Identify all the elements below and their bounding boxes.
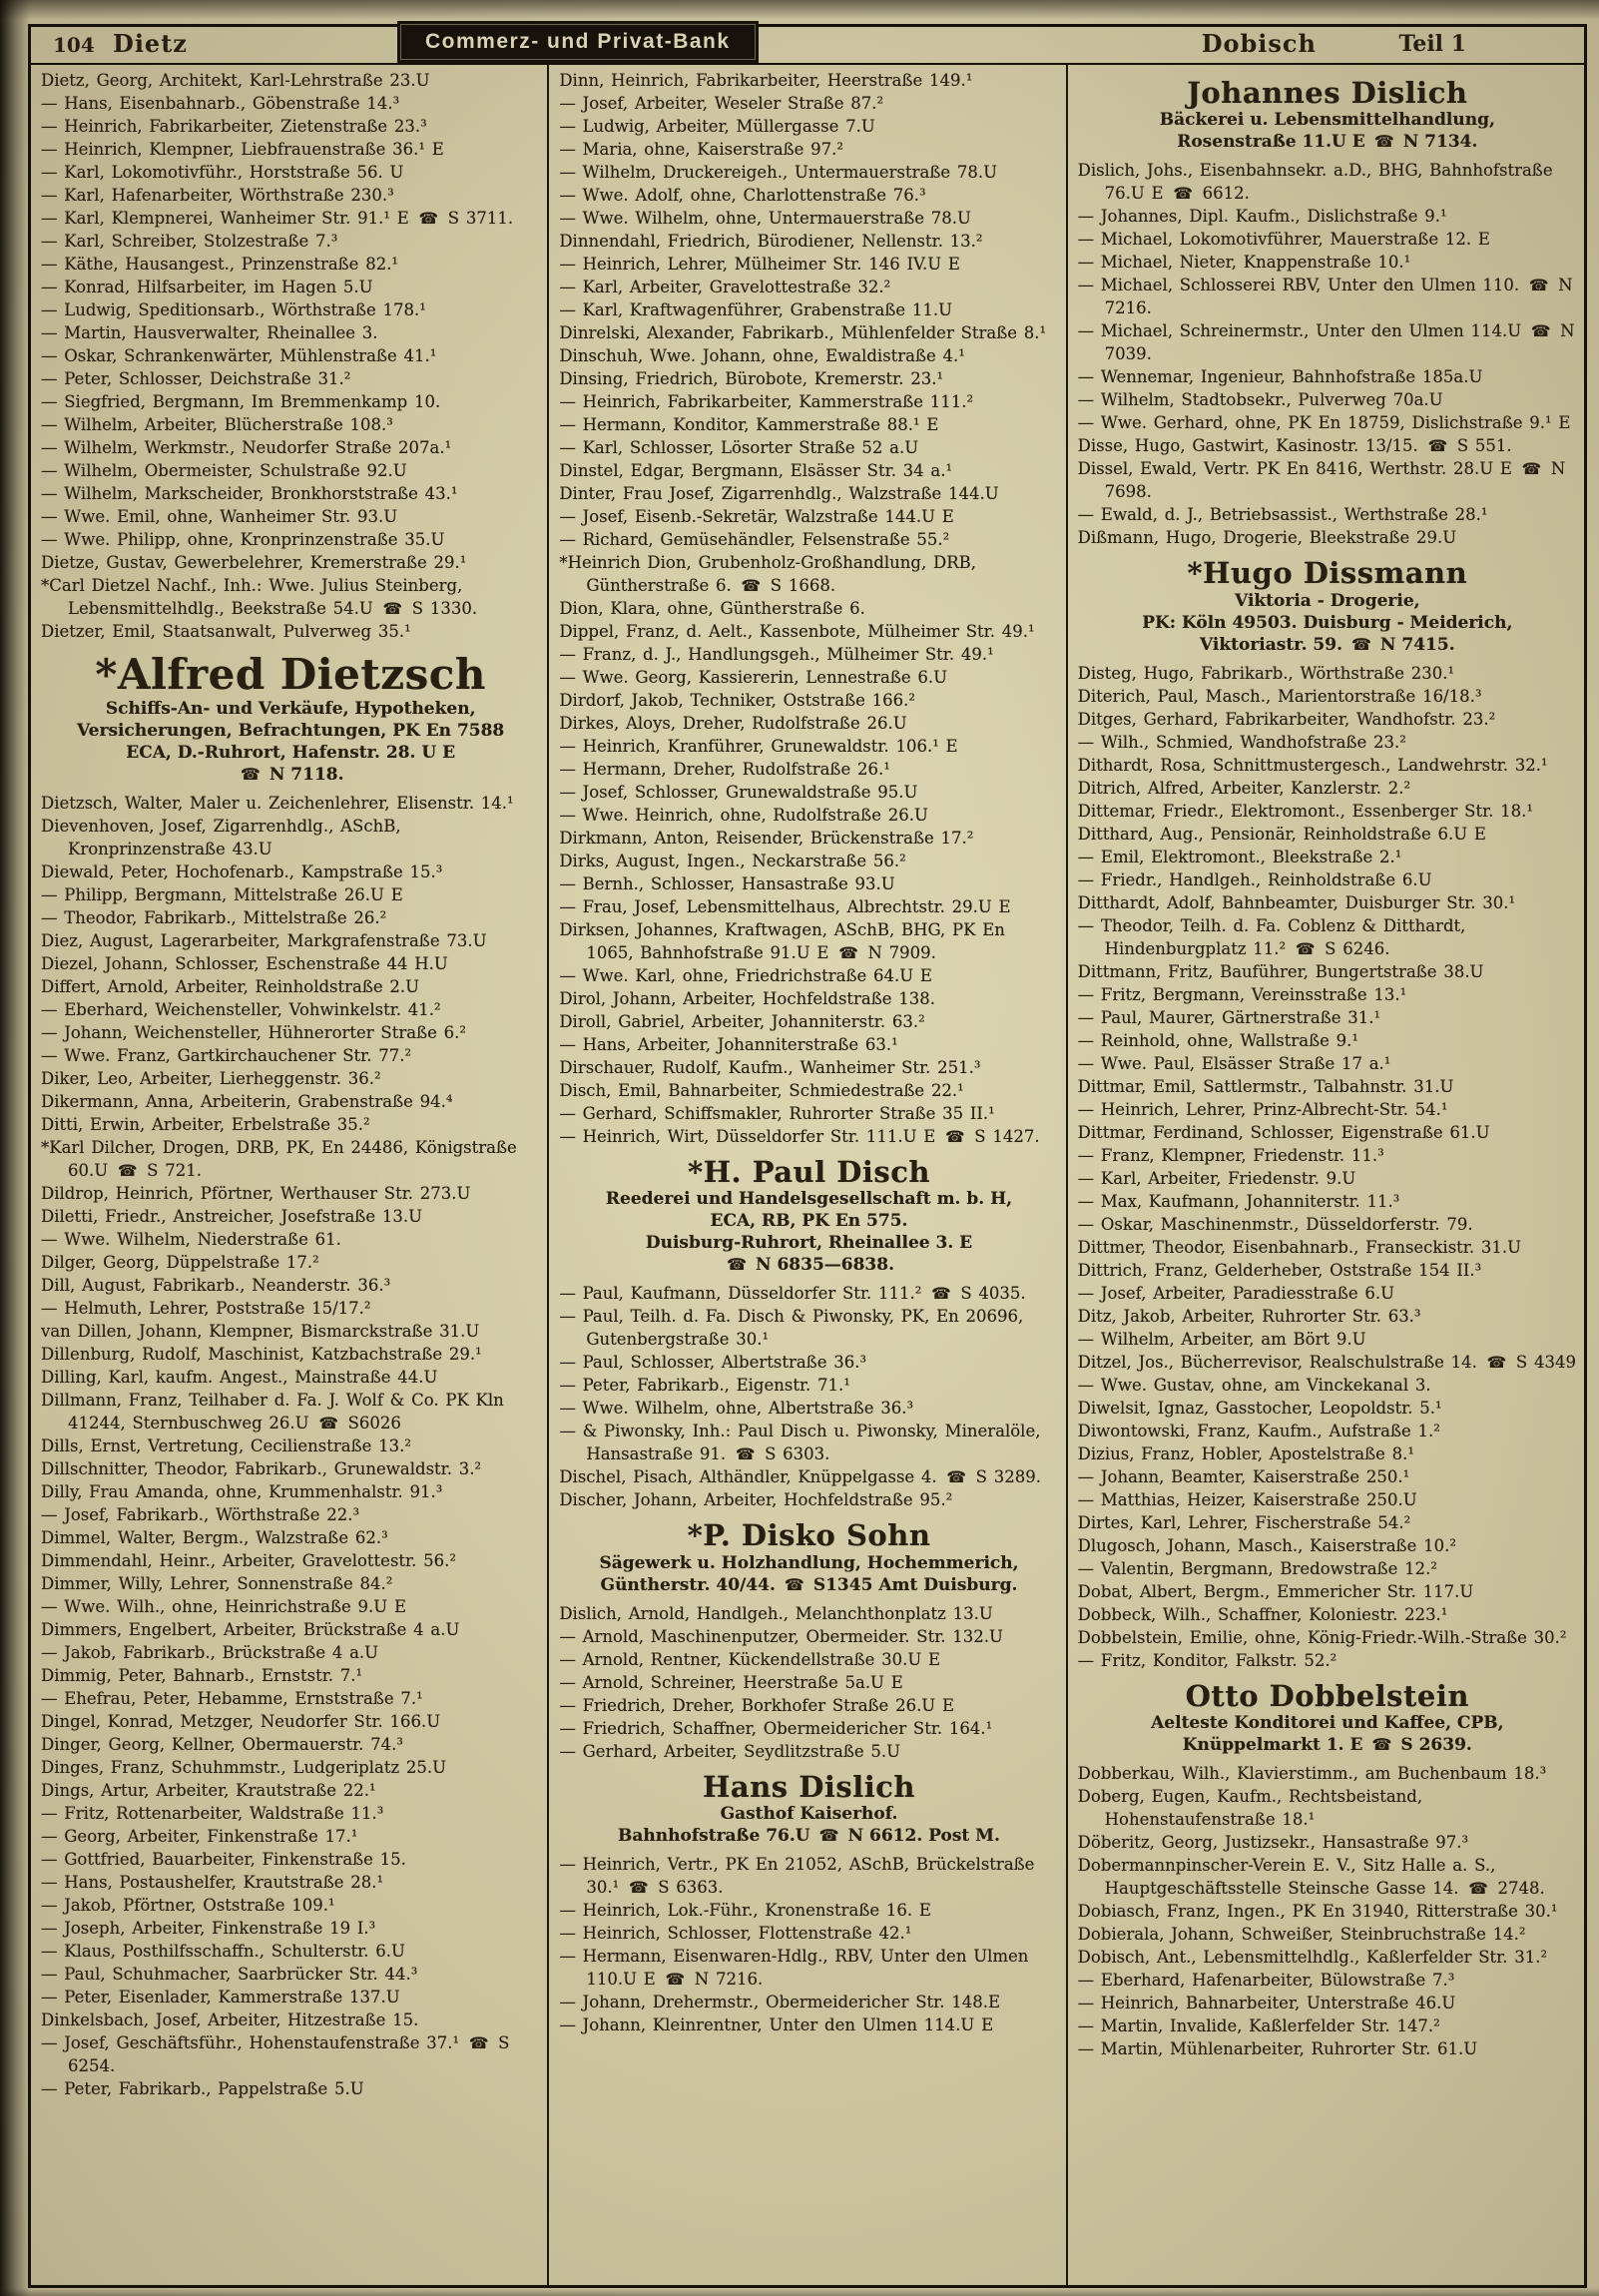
directory-entry: — Wwe. Paul, Elsässer Straße 17 a.¹ <box>1077 1053 1391 1073</box>
business-ad-line: Viktoriastr. 59. ☎ N 7415. <box>1200 634 1455 655</box>
directory-entry: Ditthard, Aug., Pensionär, Reinholdstraße 6.U E <box>1077 824 1486 844</box>
directory-entry: Dikermann, Anna, Arbeiterin, Grabenstraße 94.⁴ <box>41 1092 453 1112</box>
directory-entry: — Theodor, Teilh. d. Fa. Coblenz & Ditthardt, Hindenburgplatz 11.² ☎ S 6246. <box>1077 915 1466 958</box>
phone-icon: ☎ <box>1528 276 1549 295</box>
directory-entry: — Georg, Arbeiter, Finkenstraße 17.¹ <box>41 1827 358 1847</box>
business-ad-line: Bahnhofstraße 76.U ☎ N 6612. Post M. <box>618 1826 1000 1847</box>
phone-icon: ☎ <box>1350 634 1372 654</box>
directory-entry: — Josef, Schlosser, Grunewaldstraße 95.U <box>559 783 918 802</box>
directory-entry: Dillenburg, Rudolf, Maschinist, Katzbachstraße 29.¹ <box>41 1345 482 1365</box>
directory-entry: — Friedr., Handlgeh., Reinholdstraße 6.U <box>1077 869 1432 889</box>
directory-entry: Disch, Emil, Bahnarbeiter, Schmiedestraße 22.¹ <box>559 1081 964 1100</box>
directory-entry: — Friedrich, Dreher, Borkhofer Straße 26.U E <box>559 1695 955 1715</box>
directory-entry: — Johann, Weichensteller, Hühnerorter Straße 6.² <box>41 1023 466 1043</box>
directory-entry: — Karl, Hafenarbeiter, Wörthstraße 230.³ <box>41 186 394 205</box>
directory-entry: — Jakob, Pförtner, Oststraße 109.¹ <box>41 1896 335 1916</box>
directory-entry: — Oskar, Maschinenmstr., Düsseldorferstr. 79. <box>1077 1214 1473 1234</box>
phone-icon: ☎ <box>468 2033 489 2053</box>
business-ad-line: Gasthof Kaiserhof. <box>720 1804 898 1825</box>
directory-entry: — Heinrich, Fabrikarbeiter, Zietenstraße 23.³ <box>41 117 427 136</box>
directory-entry: Dings, Artur, Arbeiter, Krautstraße 22.¹ <box>41 1781 376 1801</box>
directory-entry: — Hermann, Dreher, Rudolfstraße 26.¹ <box>559 760 890 779</box>
directory-entry: — Heinrich, Wirt, Düsseldorfer Str. 111.U E ☎ S 1427. <box>559 1127 1040 1146</box>
directory-entry: — Wilhelm, Arbeiter, am Bört 9.U <box>1077 1329 1366 1349</box>
phone-icon: ☎ <box>726 1255 748 1275</box>
directory-entry: — Reinhold, ohne, Wallstraße 9.¹ <box>1077 1030 1358 1050</box>
business-ad-line: Aelteste Konditorei und Kaffee, CPB, <box>1151 1713 1504 1734</box>
business-ad-line: ☎ N 6835—6838. <box>726 1255 895 1276</box>
directory-entry: — Franz, Klempner, Friedenstr. 11.³ <box>1077 1145 1384 1165</box>
phone-icon: ☎ <box>1295 938 1316 958</box>
directory-entry: Dimmers, Engelbert, Arbeiter, Brückstraße 4 a.U <box>41 1620 460 1640</box>
directory-entry: Ditz, Jakob, Arbeiter, Ruhrorter Str. 63.³ <box>1077 1306 1421 1326</box>
part-label: Teil 1 <box>1398 31 1466 57</box>
directory-entry: Dittemar, Friedr., Elektromont., Essenberger Str. 18.¹ <box>1077 801 1533 821</box>
directory-entry: — Karl, Arbeiter, Gravelottestraße 32.² <box>559 278 891 296</box>
directory-entry: — Josef, Eisenb.-Sekretär, Walzstraße 144.U E <box>559 507 954 526</box>
directory-entry: Dobbelstein, Emilie, ohne, König-Friedr.-Wilh.-Straße 30.² <box>1077 1627 1567 1647</box>
directory-entry: — Frau, Josef, Lebensmittelhaus, Albrechtstr. 29.U E <box>559 897 1011 916</box>
directory-entry: — Arnold, Rentner, Kückendellstraße 30.U E <box>559 1649 941 1669</box>
directory-entry: Dinger, Georg, Kellner, Obermauerstr. 74.³ <box>41 1735 404 1755</box>
directory-entry: — Hans, Eisenbahnarb., Göbenstraße 14.³ <box>41 94 400 113</box>
directory-entry: — Karl, Schreiber, Stolzestraße 7.³ <box>41 232 338 251</box>
directory-entry: — Karl, Lokomotivführ., Horststraße 56. U <box>41 163 404 182</box>
directory-entry: — Wwe. Gustav, ohne, am Vinckekanal 3. <box>1077 1375 1431 1395</box>
directory-entry: van Dillen, Johann, Klempner, Bismarckstraße 31.U <box>41 1322 480 1342</box>
directory-entry: Dirkes, Aloys, Dreher, Rudolfstraße 26.U <box>559 714 907 733</box>
directory-entry: Dischel, Pisach, Althändler, Knüppelgasse 4. ☎ S 3289. <box>559 1467 1041 1487</box>
directory-entry: Dingel, Konrad, Metzger, Neudorfer Str. 166.U <box>41 1712 441 1732</box>
directory-entry: — Ludwig, Arbeiter, Müllergasse 7.U <box>559 117 875 136</box>
directory-entry: — Heinrich, Kranführer, Grunewaldstr. 106.¹ E <box>559 737 958 756</box>
directory-entry: — Wilhelm, Obermeister, Schulstraße 92.U <box>41 461 407 480</box>
business-ad-title: Hans Dislich <box>703 1769 915 1804</box>
directory-entry: Dimmer, Willy, Lehrer, Sonnenstraße 84.² <box>41 1574 393 1594</box>
directory-column-3 <box>1066 65 1584 2285</box>
directory-entry: — Hermann, Konditor, Kammerstraße 88.¹ E <box>559 415 939 434</box>
directory-entry: — Käthe, Hausangest., Prinzenstraße 82.¹ <box>41 255 399 274</box>
directory-entry: — Wilhelm, Stadtobsekr., Pulverweg 70a.U <box>1077 390 1443 410</box>
directory-entry: Döberitz, Georg, Justizsekr., Hansastraße 97.³ <box>1077 1833 1469 1853</box>
directory-entry: — Wilh., Schmied, Wandhofstraße 23.² <box>1077 732 1406 752</box>
directory-entry: — Wwe. Philipp, ohne, Kronprinzenstraße 35.U <box>41 530 445 549</box>
directory-entry: Doberg, Eugen, Kaufm., Rechtsbeistand, Hohenstaufenstraße 18.¹ <box>1077 1787 1423 1830</box>
directory-entry: Dippel, Franz, d. Aelt., Kassenbote, Mülheimer Str. 49.¹ <box>559 622 1035 641</box>
directory-entry: Dietzer, Emil, Staatsanwalt, Pulverweg 35.¹ <box>41 622 411 641</box>
directory-entry: — Eberhard, Weichensteller, Vohwinkelstr. 41.² <box>41 1000 441 1020</box>
directory-entry: — Wwe. Adolf, ohne, Charlottenstraße 76.³ <box>559 186 926 205</box>
directory-entry: Disse, Hugo, Gastwirt, Kasinostr. 13/15. ☎ S 551. <box>1077 436 1512 456</box>
directory-entry: Diletti, Friedr., Anstreicher, Josefstraße 13.U <box>41 1207 422 1227</box>
business-ad-line: Bäckerei u. Lebensmittelhandlung, <box>1159 110 1495 131</box>
phone-icon: ☎ <box>1373 132 1394 152</box>
directory-entry: Dithardt, Rosa, Schnittmustergesch., Landwehrstr. 32.¹ <box>1077 755 1548 775</box>
directory-entry: Dinkelsbach, Josef, Arbeiter, Hitzestraße 15. <box>41 2010 419 2030</box>
directory-entry: — Matthias, Heizer, Kaiserstraße 250.U <box>1077 1489 1417 1509</box>
directory-entry: — Klaus, Posthilfsschaffn., Schulterstr. 6.U <box>41 1942 405 1962</box>
directory-entry: — Heinrich, Lehrer, Prinz-Albrecht-Str. 54.¹ <box>1077 1099 1448 1119</box>
directory-entry: Dittmann, Fritz, Bauführer, Bungertstraße 38.U <box>1077 961 1484 981</box>
scan-edge-shadow-top <box>0 0 1599 20</box>
directory-entry: Disteg, Hugo, Fabrikarb., Wörthstraße 230.¹ <box>1077 663 1455 683</box>
directory-entry: — Michael, Schreinermstr., Unter den Ulmen 114.U ☎ N 7039. <box>1077 321 1575 364</box>
business-ad <box>561 1771 1056 1847</box>
directory-entry: — Gerhard, Schiffsmakler, Ruhrorter Straße 35 II.¹ <box>559 1104 995 1123</box>
phone-icon: ☎ <box>1486 1352 1507 1372</box>
scan-edge-shadow-left <box>0 0 30 2296</box>
business-ad-line: Duisburg-Ruhrort, Rheinallee 3. E <box>645 1233 973 1254</box>
directory-entry: *Heinrich Dion, Grubenholz-Großhandlung, DRB, Güntherstraße 6. ☎ S 1668. <box>559 553 977 595</box>
directory-entry: Dirschauer, Rudolf, Kaufm., Wanheimer Str. 251.³ <box>559 1058 981 1077</box>
directory-entry: — Karl, Arbeiter, Friedenstr. 9.U <box>1077 1168 1356 1188</box>
business-ad <box>1080 557 1575 655</box>
directory-entry: — Paul, Schuhmacher, Saarbrücker Str. 44.³ <box>41 1965 418 1985</box>
directory-entry: — Theodor, Fabrikarb., Mittelstraße 26.² <box>41 908 387 928</box>
directory-entry: Dinter, Frau Josef, Zigarrenhdlg., Walzstraße 144.U <box>559 484 999 503</box>
directory-entry: Dievenhoven, Josef, Zigarrenhdlg., ASchB, Kronprinzenstraße 43.U <box>41 817 401 860</box>
phone-icon: ☎ <box>117 1161 138 1181</box>
directory-entry: — Peter, Schlosser, Deichstraße 31.² <box>41 369 351 388</box>
page-frame <box>28 24 1587 2288</box>
phone-icon: ☎ <box>1371 1735 1392 1755</box>
phone-icon: ☎ <box>946 1467 966 1487</box>
business-ad-line: ECA, D.-Ruhrort, Hafenstr. 28. U E <box>126 743 456 764</box>
bank-banner <box>400 24 756 60</box>
directory-entry: Dirksen, Johannes, Kraftwagen, ASchB, BHG, PK En 1065, Bahnhofstraße 91.U E ☎ N 7909. <box>559 920 1005 962</box>
directory-entry: Dlugosch, Johann, Masch., Kaiserstraße 10.² <box>1077 1535 1456 1555</box>
directory-entry: Dietzsch, Walter, Maler u. Zeichenlehrer, Elisenstr. 14.¹ <box>41 794 514 814</box>
directory-entry: Dirol, Johann, Arbeiter, Hochfeldstraße 138. <box>559 989 936 1008</box>
directory-entry: Dildrop, Heinrich, Pförtner, Werthauser Str. 273.U <box>41 1184 471 1204</box>
directory-entry: — Wwe. Wilhelm, Niederstraße 61. <box>41 1230 341 1250</box>
directory-entry: Ditzel, Jos., Bücherrevisor, Realschulstraße 14. ☎ S 4349 <box>1077 1352 1576 1372</box>
phone-icon: ☎ <box>1173 184 1193 204</box>
directory-entry: *Karl Dilcher, Drogen, DRB, PK, En 24486, Königstraße 60.U ☎ S 721. <box>41 1138 517 1181</box>
business-ad-line: Güntherstr. 40/44. ☎ S1345 Amt Duisburg. <box>600 1574 1018 1595</box>
directory-entry: Dissel, Ewald, Vertr. PK En 8416, Werthstr. 28.U E ☎ N 7698. <box>1077 459 1566 502</box>
directory-entry: Discher, Johann, Arbeiter, Hochfeldstraße 95.² <box>559 1490 953 1510</box>
directory-entry: — Peter, Fabrikarb., Eigenstr. 71.¹ <box>559 1376 850 1396</box>
directory-entry: — Richard, Gemüsehändler, Felsenstraße 55.² <box>559 530 950 549</box>
directory-entry: — Wilhelm, Markscheider, Bronkhorststraße 43.¹ <box>41 484 458 503</box>
directory-entry: Dislich, Arnold, Handlgeh., Melanchthonplatz 13.U <box>559 1603 993 1623</box>
phone-icon: ☎ <box>1468 1879 1488 1899</box>
directory-columns <box>31 65 1584 2285</box>
bank-banner-text: Commerz- und Privat-Bank <box>425 30 731 53</box>
directory-entry: — Wwe. Georg, Kassiererin, Lennestraße 6.U <box>559 668 948 687</box>
directory-entry: Dillmann, Franz, Teilhaber d. Fa. J. Wolf & Co. PK Kln 41244, Sternbuschweg 26.U ☎ S6026 <box>41 1391 504 1434</box>
directory-entry: — Helmuth, Lehrer, Poststraße 15/17.² <box>41 1299 371 1319</box>
directory-entry: Dinrelski, Alexander, Fabrikarb., Mühlenfelder Straße 8.¹ <box>559 323 1047 342</box>
business-ad-line: Schiffs-An- und Verkäufe, Hypotheken, <box>105 699 476 720</box>
directory-entry: — Wwe. Heinrich, ohne, Rudolfstraße 26.U <box>559 806 928 825</box>
directory-entry: — Fritz, Rottenarbeiter, Waldstraße 11.³ <box>41 1804 384 1824</box>
directory-entry: Dilling, Karl, kaufm. Angest., Mainstraße 44.U <box>41 1368 438 1388</box>
directory-entry: Dinsing, Friedrich, Bürobote, Kremerstr. 23.¹ <box>559 369 944 388</box>
directory-entry: Dinn, Heinrich, Fabrikarbeiter, Heerstraße 149.¹ <box>559 71 973 90</box>
directory-column-2 <box>547 65 1065 2285</box>
scan-edge-shadow-bottom <box>0 2288 1599 2296</box>
directory-entry: — Philipp, Bergmann, Mittelstraße 26.U E <box>41 885 403 905</box>
directory-entry: — Michael, Lokomotivführer, Mauerstraße 12. E <box>1077 230 1490 250</box>
phone-icon: ☎ <box>784 1574 804 1594</box>
directory-entry: — Fritz, Bergmann, Vereinsstraße 13.¹ <box>1077 984 1407 1004</box>
directory-entry: Dilly, Frau Amanda, ohne, Krummenhalstr. 91.³ <box>41 1482 443 1502</box>
directory-entry: — Karl, Kraftwagenführer, Grabenstraße 11.U <box>559 300 953 319</box>
phone-icon: ☎ <box>318 1414 338 1434</box>
directory-entry: — Siegfried, Bergmann, Im Bremmenkamp 10. <box>41 392 441 411</box>
directory-entry: — Emil, Elektromont., Bleekstraße 2.¹ <box>1077 847 1402 866</box>
directory-entry: Dimmel, Walter, Bergm., Walzstraße 62.³ <box>41 1528 388 1548</box>
directory-entry: — Ehefrau, Peter, Hebamme, Ernststraße 7.¹ <box>41 1689 423 1709</box>
directory-entry: — Arnold, Schreiner, Heerstraße 5a.U E <box>559 1672 903 1692</box>
directory-entry: Dietz, Georg, Architekt, Karl-Lehrstraße 23.U <box>41 71 430 90</box>
directory-entry: — Martin, Hausverwalter, Rheinallee 3. <box>41 323 378 342</box>
directory-entry: — Heinrich, Schlosser, Flottenstraße 42.¹ <box>559 1924 912 1944</box>
directory-entry: — Wwe. Emil, ohne, Wanheimer Str. 93.U <box>41 507 398 526</box>
directory-entry: Ditges, Gerhard, Fabrikarbeiter, Wandhofstr. 23.² <box>1077 709 1496 729</box>
directory-entry: — Wilhelm, Werkmstr., Neudorfer Straße 207a.¹ <box>41 438 452 457</box>
directory-entry: Ditti, Erwin, Arbeiter, Erbelstraße 35.² <box>41 1115 370 1135</box>
directory-entry: Dobermannpinscher-Verein E. V., Sitz Halle a. S., Hauptgeschäftsstelle Steinsche Gasse 14. ☎ 2748. <box>1077 1856 1545 1899</box>
directory-entry: — Josef, Arbeiter, Paradiesstraße 6.U <box>1077 1283 1395 1303</box>
directory-entry: — Michael, Nieter, Knappenstraße 10.¹ <box>1077 253 1411 273</box>
business-ad-title: Otto Dobbelstein <box>1185 1678 1469 1713</box>
directory-entry: — Josef, Fabrikarb., Wörthstraße 22.³ <box>41 1505 360 1525</box>
directory-entry: — Arnold, Maschinenputzer, Obermeider. Str. 132.U <box>559 1626 1003 1646</box>
phone-icon: ☎ <box>945 1127 965 1146</box>
directory-entry: Dirkmann, Anton, Reisender, Brückenstraße 17.² <box>559 829 974 848</box>
directory-entry: — Karl, Schlosser, Lösorter Straße 52 a.U <box>559 438 919 457</box>
directory-entry: — Johannes, Dipl. Kaufm., Dislichstraße 9.¹ <box>1077 207 1447 227</box>
directory-entry: Dion, Klara, ohne, Güntherstraße 6. <box>559 599 865 618</box>
business-ad-line: Versicherungen, Befrachtungen, PK En 7588 <box>77 721 505 742</box>
business-ad-title: *Hugo Dissmann <box>1187 556 1468 591</box>
directory-entry: — Heinrich, Klempner, Liebfrauenstraße 36.¹ E <box>41 140 444 159</box>
directory-entry: Dillschnitter, Theodor, Fabrikarb., Grunewaldstr. 3.² <box>41 1459 482 1479</box>
directory-entry: — Gerhard, Arbeiter, Seydlitzstraße 5.U <box>559 1741 901 1761</box>
directory-entry: — Johann, Beamter, Kaiserstraße 250.¹ <box>1077 1466 1410 1486</box>
directory-entry: — Wilhelm, Arbeiter, Blücherstraße 108.³ <box>41 415 393 434</box>
business-ad-line: Sägewerk u. Holzhandlung, Hochemmerich, <box>599 1552 1019 1573</box>
business-ad-line: ☎ N 7118. <box>240 765 344 786</box>
directory-entry: — Heinrich, Fabrikarbeiter, Kammerstraße 111.² <box>559 392 974 411</box>
phone-icon: ☎ <box>665 1970 686 1990</box>
directory-entry: Diker, Leo, Arbeiter, Lierheggenstr. 36.² <box>41 1069 381 1089</box>
directory-entry: Dobbeck, Wilh., Schaffner, Koloniestr. 223.¹ <box>1077 1604 1448 1624</box>
directory-entry: — Peter, Fabrikarb., Pappelstraße 5.U <box>41 2079 364 2099</box>
directory-entry: — Wennemar, Ingenieur, Bahnhofstraße 185a.U <box>1077 367 1483 387</box>
directory-entry: — Friedrich, Schaffner, Obermeidericher Str. 164.¹ <box>559 1718 993 1738</box>
page-number: 104 <box>53 33 95 57</box>
directory-entry: — Wwe. Karl, ohne, Friedrichstraße 64.U E <box>559 966 932 985</box>
business-ad <box>561 1519 1056 1595</box>
directory-entry: Ditrich, Alfred, Arbeiter, Kanzlerstr. 2.² <box>1077 778 1411 798</box>
directory-entry: Ditthardt, Adolf, Bahnbeamter, Duisburger Str. 30.¹ <box>1077 892 1516 912</box>
directory-entry: Dimmendahl, Heinr., Arbeiter, Gravelottestr. 56.² <box>41 1551 456 1571</box>
directory-entry: — Paul, Schlosser, Albertstraße 36.³ <box>559 1353 867 1373</box>
directory-entry: — Wilhelm, Druckereigeh., Untermauerstraße 78.U <box>559 163 998 182</box>
business-ad-title: *P. Disko Sohn <box>687 1518 931 1553</box>
directory-entry: Dobiasch, Franz, Ingen., PK En 31940, Ritterstraße 30.¹ <box>1077 1902 1558 1922</box>
directory-entry: Diezel, Johann, Schlosser, Eschenstraße 44 H.U <box>41 954 448 974</box>
phone-icon: ☎ <box>382 599 403 618</box>
directory-entry: Dinges, Franz, Schuhmmstr., Ludgeriplatz 25.U <box>41 1758 447 1778</box>
page-header <box>31 27 1584 65</box>
directory-entry: — Martin, Invalide, Kaßlerfelder Str. 147.² <box>1077 2016 1440 2036</box>
directory-entry: Diwontowski, Franz, Kaufm., Aufstraße 1.² <box>1077 1421 1440 1440</box>
directory-entry: — Wwe. Wilhelm, ohne, Untermauerstraße 78.U <box>559 209 971 228</box>
business-ad-line: Knüppelmarkt 1. E ☎ S 2639. <box>1182 1735 1472 1756</box>
directory-entry: — Peter, Eisenlader, Kammerstraße 137.U <box>41 1988 400 2008</box>
directory-entry: — Hermann, Eisenwaren-Hdlg., RBV, Unter den Ulmen 110.U E ☎ N 7216. <box>559 1947 1029 1990</box>
directory-entry: — Wwe. Wilhelm, ohne, Albertstraße 36.³ <box>559 1399 914 1419</box>
directory-entry: Dizius, Franz, Hobler, Apostelstraße 8.¹ <box>1077 1443 1414 1463</box>
phone-icon: ☎ <box>1530 321 1551 341</box>
business-ad-title: *Alfred Dietzsch <box>95 650 486 699</box>
business-ad <box>1080 1680 1575 1756</box>
directory-entry: Diewald, Peter, Hochofenarb., Kampstraße 15.³ <box>41 862 443 882</box>
directory-entry: Dobat, Albert, Bergm., Emmericher Str. 117.U <box>1077 1581 1474 1601</box>
directory-entry: Dislich, Johs., Eisenbahnsekr. a.D., BHG, Bahnhofstraße 76.U E ☎ 6612. <box>1077 161 1553 204</box>
guide-word-left: Dietz <box>113 29 188 58</box>
directory-entry: Dimmig, Peter, Bahnarb., Ernststr. 7.¹ <box>41 1666 363 1686</box>
directory-entry: — Ludwig, Speditionsarb., Wörthstraße 178.¹ <box>41 300 426 319</box>
phone-icon: ☎ <box>628 1878 649 1898</box>
directory-entry: Dittmer, Theodor, Eisenbahnarb., Franseckistr. 31.U <box>1077 1237 1522 1257</box>
directory-entry: — Johann, Kleinrentner, Unter den Ulmen 114.U E <box>559 2015 994 2035</box>
directory-entry: Dietze, Gustav, Gewerbelehrer, Kremerstraße 29.¹ <box>41 553 467 572</box>
directory-entry: Dittmar, Ferdinand, Schlosser, Eigenstraße 61.U <box>1077 1122 1490 1142</box>
business-ad <box>43 651 538 786</box>
directory-entry: Dill, August, Fabrikarb., Neanderstr. 36.³ <box>41 1276 391 1296</box>
directory-entry: — Josef, Geschäftsführ., Hohenstaufenstraße 37.¹ ☎ S 6254. <box>41 2033 510 2076</box>
directory-entry: — Wwe. Gerhard, ohne, PK En 18759, Dislichstraße 9.¹ E <box>1077 413 1571 433</box>
directory-entry: — Heinrich, Vertr., PK En 21052, ASchB, Brückelstraße 30.¹ ☎ S 6363. <box>559 1855 1035 1898</box>
business-ad <box>1080 77 1575 153</box>
directory-entry: — Paul, Kaufmann, Düsseldorfer Str. 111.² ☎ S 4035. <box>559 1284 1026 1304</box>
phone-icon: ☎ <box>1427 436 1448 456</box>
directory-entry: Dirdorf, Jakob, Techniker, Oststraße 166.² <box>559 691 915 710</box>
business-ad-line: PK: Köln 49503. Duisburg - Meiderich, <box>1142 612 1513 633</box>
directory-entry: Dills, Ernst, Vertretung, Cecilienstraße 13.² <box>41 1436 411 1456</box>
directory-entry: *Carl Dietzel Nachf., Inh.: Wwe. Julius Steinberg, Lebensmittelhdlg., Beekstraße 54.U ☎ S 1330. <box>41 576 478 618</box>
directory-entry: — Paul, Maurer, Gärtnerstraße 31.¹ <box>1077 1007 1381 1027</box>
directory-entry: — & Piwonsky, Inh.: Paul Disch u. Piwonsky, Mineralöle, Hansastraße 91. ☎ S 6303. <box>559 1422 1041 1464</box>
business-ad-title: Johannes Dislich <box>1187 76 1468 110</box>
directory-entry: — Gottfried, Bauarbeiter, Finkenstraße 15. <box>41 1850 406 1870</box>
phone-icon: ☎ <box>818 1826 839 1846</box>
directory-entry: — Josef, Arbeiter, Weseler Straße 87.² <box>559 94 884 113</box>
directory-entry: Dobierala, Johann, Schweißer, Steinbruchstraße 14.² <box>1077 1925 1526 1945</box>
directory-entry: — Martin, Mühlenarbeiter, Ruhrorter Str. 61.U <box>1077 2039 1478 2059</box>
business-ad <box>561 1156 1056 1276</box>
directory-entry: — Hans, Arbeiter, Johanniterstraße 63.¹ <box>559 1035 898 1054</box>
phone-icon: ☎ <box>741 576 762 595</box>
business-ad-line: Reederei und Handelsgesellschaft m. b. H, <box>605 1189 1013 1210</box>
directory-entry: — Ewald, d. J., Betriebsassist., Werthstraße 28.¹ <box>1077 505 1488 525</box>
directory-entry: — Heinrich, Bahnarbeiter, Unterstraße 46.U <box>1077 1994 1456 2013</box>
business-ad-line: ECA, RB, PK En 575. <box>710 1211 908 1232</box>
directory-entry: — Jakob, Fabrikarb., Brückstraße 4 a.U <box>41 1643 379 1663</box>
directory-entry: Dinschuh, Wwe. Johann, ohne, Ewaldistraße 4.¹ <box>559 346 965 365</box>
directory-entry: Dobberkau, Wilh., Klavierstimm., am Buchenbaum 18.³ <box>1077 1764 1547 1784</box>
phone-icon: ☎ <box>735 1444 756 1464</box>
guide-word-right: Dobisch <box>1201 29 1317 58</box>
directory-entry: — Heinrich, Lok.-Führ., Kronenstraße 16. E <box>559 1901 931 1921</box>
directory-entry: — Konrad, Hilfsarbeiter, im Hagen 5.U <box>41 278 373 296</box>
directory-entry: — Hans, Postaushelfer, Krautstraße 28.¹ <box>41 1873 384 1893</box>
directory-entry: Dobisch, Ant., Lebensmittelhdlg., Kaßlerfelder Str. 31.² <box>1077 1948 1548 1968</box>
directory-entry: Diwelsit, Ignaz, Gasstocher, Leopoldstr. 5.¹ <box>1077 1398 1442 1418</box>
directory-entry: — Karl, Klempnerei, Wanheimer Str. 91.¹ E ☎ S 3711. <box>41 209 514 228</box>
directory-entry: Dirtes, Karl, Lehrer, Fischerstraße 54.² <box>1077 1512 1411 1532</box>
directory-entry: Dirks, August, Ingen., Neckarstraße 56.² <box>559 852 906 870</box>
business-ad-line: Rosenstraße 11.U E ☎ N 7134. <box>1177 132 1478 153</box>
directory-entry: — Franz, d. J., Handlungsgeh., Mülheimer Str. 49.¹ <box>559 645 994 664</box>
directory-entry: — Fritz, Konditor, Falkstr. 52.² <box>1077 1650 1337 1670</box>
directory-entry: Diez, August, Lagerarbeiter, Markgrafenstraße 73.U <box>41 931 487 951</box>
phone-icon: ☎ <box>240 765 261 785</box>
directory-entry: Differt, Arnold, Arbeiter, Reinholdstraße 2.U <box>41 977 420 997</box>
directory-entry: — Valentin, Bergmann, Bredowstraße 12.² <box>1077 1558 1438 1578</box>
phone-icon: ☎ <box>418 209 439 228</box>
directory-entry: — Oskar, Schrankenwärter, Mühlenstraße 41.¹ <box>41 346 437 365</box>
directory-entry: Dißmann, Hugo, Drogerie, Bleekstraße 29.U <box>1077 528 1457 548</box>
phone-icon: ☎ <box>838 943 858 962</box>
phone-icon: ☎ <box>1521 459 1542 479</box>
directory-entry: — Max, Kaufmann, Johanniterstr. 11.³ <box>1077 1191 1400 1211</box>
directory-entry: Diterich, Paul, Masch., Marientorstraße 16/18.³ <box>1077 686 1482 706</box>
directory-entry: Dinnendahl, Friedrich, Bürodiener, Nellenstr. 13.² <box>559 232 983 251</box>
directory-entry: — Bernh., Schlosser, Hansastraße 93.U <box>559 874 895 893</box>
directory-entry: — Paul, Teilh. d. Fa. Disch & Piwonsky, PK, En 20696, Gutenbergstraße 30.¹ <box>559 1307 1024 1350</box>
directory-entry: — Wwe. Franz, Gartkirchauchener Str. 77.² <box>41 1046 412 1066</box>
directory-entry: — Joseph, Arbeiter, Finkenstraße 19 I.³ <box>41 1919 376 1939</box>
business-ad-line: Viktoria - Drogerie, <box>1235 590 1420 611</box>
business-ad-title: *H. Paul Disch <box>687 1155 930 1189</box>
directory-entry: Dittmar, Emil, Sattlermstr., Talbahnstr. 31.U <box>1077 1076 1454 1096</box>
directory-column-1 <box>31 65 547 2285</box>
directory-entry: Dittrich, Franz, Gelderheber, Oststraße 154 II.³ <box>1077 1260 1482 1280</box>
directory-entry: Diroll, Gabriel, Arbeiter, Johanniterstr. 63.² <box>559 1012 925 1031</box>
directory-entry: Dinstel, Edgar, Bergmann, Elsässer Str. 34 a.¹ <box>559 461 953 480</box>
directory-entry: — Johann, Drehermstr., Obermeidericher Str. 148.E <box>559 1993 1001 2012</box>
directory-entry: — Heinrich, Lehrer, Mülheimer Str. 146 IV.U E <box>559 255 960 274</box>
directory-entry: — Eberhard, Hafenarbeiter, Bülowstraße 7.³ <box>1077 1971 1455 1991</box>
directory-entry: — Michael, Schlosserei RBV, Unter den Ulmen 110. ☎ N 7216. <box>1077 276 1573 318</box>
directory-entry: — Maria, ohne, Kaiserstraße 97.² <box>559 140 844 159</box>
phone-icon: ☎ <box>931 1284 951 1304</box>
directory-entry: Dilger, Georg, Düppelstraße 17.² <box>41 1253 319 1273</box>
directory-entry: — Wwe. Wilh., ohne, Heinrichstraße 9.U E <box>41 1597 406 1617</box>
